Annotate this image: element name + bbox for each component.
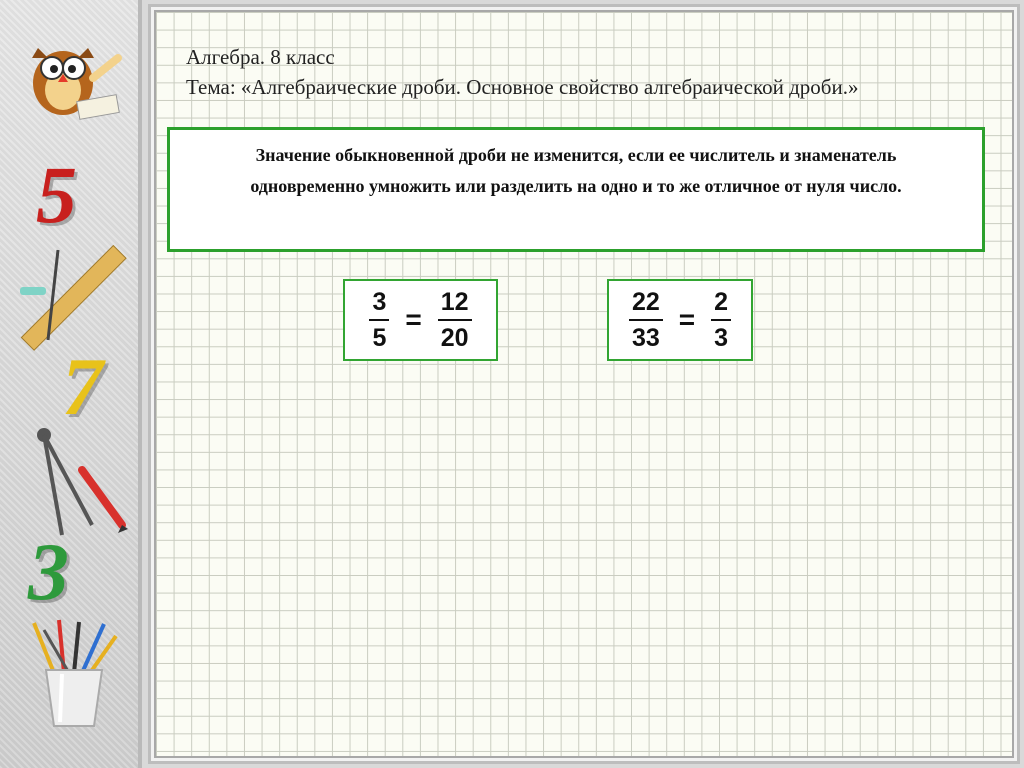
- equals-sign: =: [678, 304, 696, 335]
- numerator: 12: [440, 288, 469, 316]
- rule-text: Значение обыкновенной дроби не изменится, если ее числитель и знаменатель одновременно умножить или разделить на одно и то же отличное от нуля число.: [250, 145, 902, 196]
- denominator: 5: [372, 324, 387, 352]
- denominator: 33: [631, 324, 660, 352]
- grid-paper-frame: [148, 4, 1020, 764]
- fraction-right: [438, 288, 472, 352]
- sidebar-decoration: [0, 0, 142, 768]
- pencil-cup-icon: [24, 618, 124, 730]
- fraction-bar: [711, 319, 731, 321]
- ruler-icon: [18, 245, 128, 355]
- denominator: 3: [714, 324, 729, 352]
- digit-seven: 7: [62, 341, 103, 432]
- numerator: 2: [714, 288, 729, 316]
- fraction-bar: [369, 319, 389, 321]
- fraction-bar: [438, 319, 472, 321]
- fraction-example-1: [343, 279, 498, 361]
- denominator: 20: [440, 324, 469, 352]
- digit-five: 5: [36, 149, 77, 240]
- subject-line: Алгебра. 8 класс: [186, 45, 335, 69]
- slide-header: [186, 42, 1016, 102]
- fraction-right: [711, 288, 731, 352]
- numerator: 22: [631, 288, 660, 316]
- equals-sign: =: [405, 304, 422, 335]
- fraction-left: [369, 288, 389, 352]
- digit-three: 3: [28, 526, 69, 617]
- numerator: 3: [372, 288, 387, 316]
- fraction-bar: [629, 319, 663, 321]
- owl-icon: [18, 28, 128, 123]
- fraction-example-2: [607, 279, 753, 361]
- topic-line: Тема: «Алгебраические дроби. Основное свойство алгебраической дроби.»: [186, 75, 859, 99]
- rule-box: [167, 127, 985, 252]
- fraction-left: [629, 288, 663, 352]
